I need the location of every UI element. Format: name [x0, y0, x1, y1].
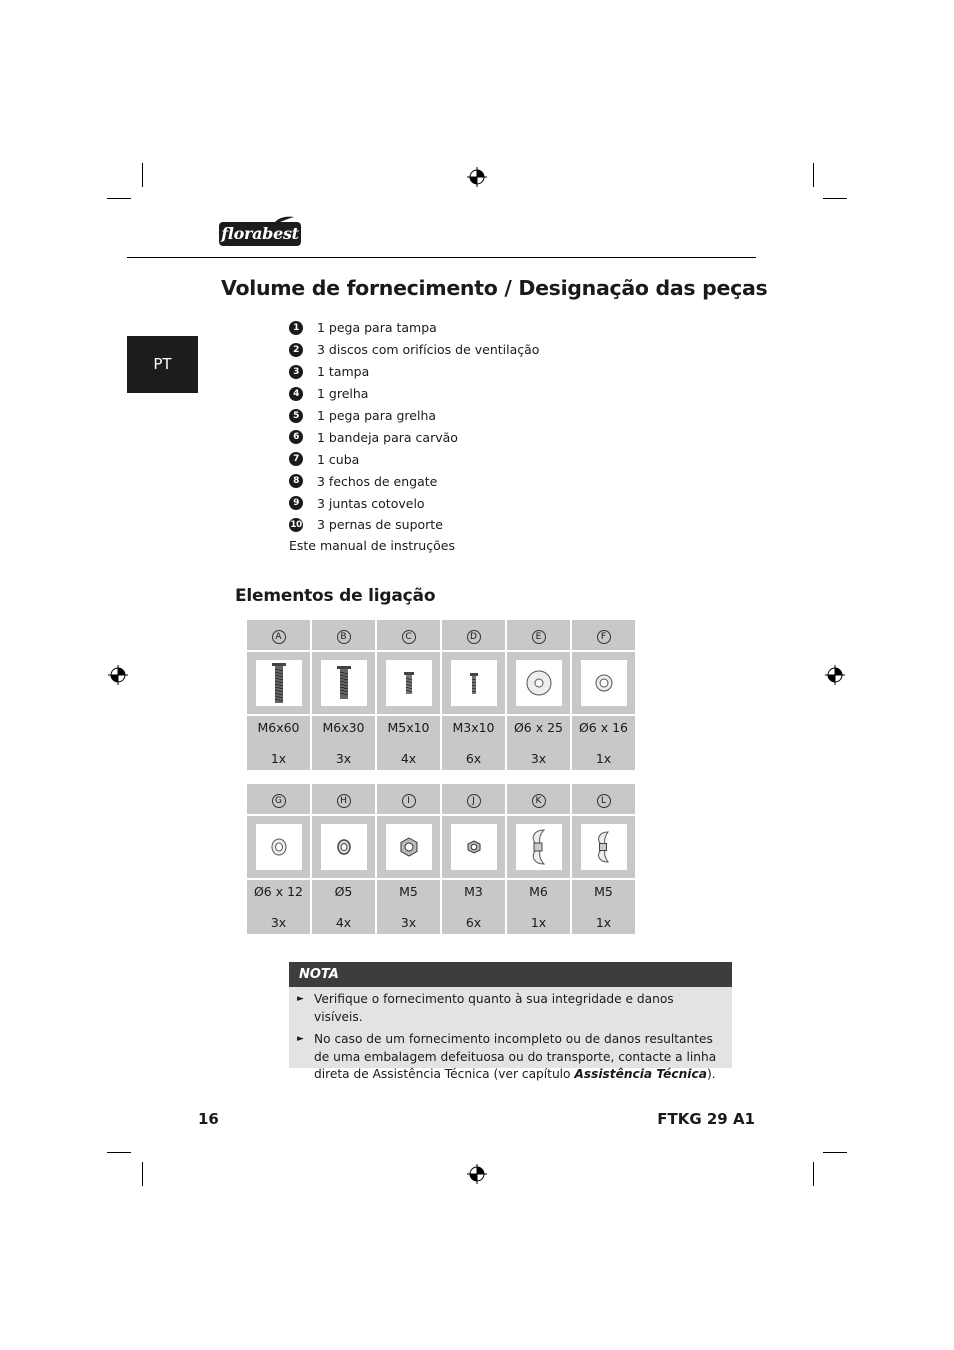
crop-mark — [142, 163, 143, 187]
header-rule — [127, 257, 756, 258]
table-cell — [506, 619, 571, 651]
list-item — [289, 339, 539, 361]
list-item — [289, 405, 539, 427]
table-cell — [246, 783, 311, 815]
list-item — [289, 361, 539, 383]
table-cell — [376, 783, 441, 815]
part-letter: J — [467, 794, 481, 808]
wing-nut-icon — [516, 824, 562, 870]
part-letter: C — [402, 630, 416, 644]
table-cell — [311, 715, 376, 771]
list-item — [289, 383, 539, 405]
registration-mark-icon — [825, 665, 845, 685]
part-size: M5 — [594, 884, 613, 899]
part-size: Ø6 x 16 — [578, 720, 629, 735]
table-cell — [571, 815, 636, 879]
note-heading: NOTA — [289, 962, 732, 987]
part-quantity: 6x — [465, 751, 482, 766]
part-quantity: 6x — [465, 915, 482, 930]
part-size: M5 — [399, 884, 418, 899]
item-number-badge: 7 — [289, 452, 303, 466]
item-text: 1 cuba — [317, 451, 360, 467]
crop-mark — [142, 1162, 143, 1186]
part-size: Ø5 — [334, 884, 353, 899]
logo-text: florabest — [221, 224, 299, 243]
item-number-badge: 5 — [289, 409, 303, 423]
table-cell — [376, 651, 441, 715]
table-cell — [441, 651, 506, 715]
table-cell — [571, 783, 636, 815]
part-quantity: 4x — [400, 751, 417, 766]
table-cell — [506, 651, 571, 715]
item-text: 1 pega para grelha — [317, 408, 437, 423]
note-box — [289, 962, 732, 1081]
small-hex-nut-icon — [451, 824, 497, 870]
screw-icon — [321, 660, 367, 706]
list-item — [297, 1031, 722, 1084]
part-quantity: 3x — [530, 751, 547, 766]
table-cell — [311, 815, 376, 879]
item-number-badge: 4 — [289, 387, 303, 401]
table-cell — [376, 619, 441, 651]
part-quantity: 1x — [530, 915, 547, 930]
part-letter: B — [337, 630, 351, 644]
list-item — [289, 492, 539, 514]
crop-mark — [107, 1152, 131, 1153]
item-number-badge: 9 — [289, 496, 303, 510]
large-washer-icon — [516, 660, 562, 706]
item-text: 3 juntas cotovelo — [317, 495, 425, 511]
note-bold-text: Assistência Técnica — [574, 1067, 707, 1081]
table-cell — [376, 715, 441, 771]
hex-nut-icon — [386, 824, 432, 870]
table-cell — [441, 879, 506, 935]
part-size: Ø6 x 25 — [513, 720, 564, 735]
list-item — [297, 991, 722, 1026]
part-letter: I — [402, 794, 416, 808]
part-quantity: 3x — [270, 915, 287, 930]
registration-mark-icon — [108, 665, 128, 685]
table-cell — [246, 879, 311, 935]
note-list — [289, 987, 732, 1084]
long-screw-icon — [256, 660, 302, 706]
washer-icon — [256, 824, 302, 870]
parts-table — [245, 618, 637, 772]
table-cell — [311, 619, 376, 651]
section-title: Elementos de ligação — [235, 586, 436, 606]
part-letter: F — [597, 630, 611, 644]
crop-mark — [823, 198, 847, 199]
table-cell — [376, 879, 441, 935]
page-title: Volume de fornecimento / Designação das peças — [221, 276, 768, 300]
table-cell — [441, 619, 506, 651]
registration-mark-icon — [467, 1164, 487, 1184]
list-item — [289, 448, 539, 470]
part-quantity: 1x — [270, 751, 287, 766]
part-size: Ø6 x 12 — [253, 884, 304, 899]
crop-mark — [813, 1162, 814, 1186]
table-cell — [311, 783, 376, 815]
part-size: M3x10 — [452, 720, 495, 735]
part-letter: D — [467, 630, 481, 644]
table-cell — [376, 815, 441, 879]
language-tab: PT — [127, 336, 198, 393]
part-letter: G — [272, 794, 286, 808]
model-number: FTKG 29 A1 — [657, 1110, 755, 1128]
part-letter: L — [597, 794, 611, 808]
part-letter: K — [532, 794, 546, 808]
list-item — [289, 470, 539, 492]
crop-mark — [107, 198, 131, 199]
part-quantity: 3x — [335, 751, 352, 766]
wing-nut-icon — [581, 824, 627, 870]
crop-mark — [813, 163, 814, 187]
table-cell — [506, 783, 571, 815]
crop-mark — [823, 1152, 847, 1153]
table-cell — [311, 651, 376, 715]
table-cell — [246, 815, 311, 879]
table-cell — [571, 879, 636, 935]
part-letter: A — [272, 630, 286, 644]
brand-logo — [219, 216, 303, 248]
item-text: 1 grelha — [317, 386, 369, 402]
item-number-badge: 2 — [289, 343, 303, 357]
part-quantity: 1x — [595, 751, 612, 766]
arrow-bullet-icon: ► — [297, 994, 304, 1004]
note-text: No caso de um fornecimento incompleto ou de danos resultantes de uma embalagem defeituosa ou do transporte, contacte a linha direta de Assistência Técnica (ver capítulo — [314, 1032, 717, 1081]
spring-washer-icon — [321, 824, 367, 870]
table-cell — [571, 715, 636, 771]
part-size: M3 — [464, 884, 483, 899]
part-quantity: 3x — [400, 915, 417, 930]
list-item — [289, 426, 539, 448]
small-screw-icon — [451, 660, 497, 706]
table-cell — [311, 879, 376, 935]
table-cell — [506, 815, 571, 879]
part-letter: H — [337, 794, 351, 808]
note-text: Verifique o fornecimento quanto à sua integridade e danos visíveis. — [314, 992, 674, 1024]
list-item — [289, 514, 539, 536]
note-text: ). — [706, 1067, 716, 1081]
table-cell — [246, 715, 311, 771]
item-text: 1 pega para tampa — [317, 320, 437, 336]
table-cell — [246, 619, 311, 651]
page-number: 16 — [198, 1110, 219, 1128]
table-cell — [571, 619, 636, 651]
manual-line: Este manual de instruções — [289, 538, 455, 553]
table-cell — [506, 715, 571, 771]
parts-list — [289, 317, 539, 536]
table-cell — [506, 879, 571, 935]
item-number-badge: 1 — [289, 321, 303, 335]
part-size: M6 — [529, 884, 548, 899]
table-cell — [571, 651, 636, 715]
list-item — [289, 317, 539, 339]
item-number-badge: 3 — [289, 365, 303, 379]
item-text: 3 fechos de engate — [317, 473, 438, 489]
registration-mark-icon — [467, 167, 487, 187]
item-text: 3 pernas de suporte — [317, 517, 443, 533]
item-number-badge: 8 — [289, 474, 303, 488]
part-quantity: 4x — [335, 915, 352, 930]
parts-table — [245, 782, 637, 936]
item-text: 1 bandeja para carvão — [317, 429, 458, 445]
table-cell — [441, 783, 506, 815]
item-number-badge: 6 — [289, 430, 303, 444]
item-text: 1 tampa — [317, 364, 370, 380]
washer-icon — [581, 660, 627, 706]
table-cell — [246, 651, 311, 715]
part-quantity: 1x — [595, 915, 612, 930]
item-number-badge: 10 — [290, 519, 302, 530]
short-screw-icon — [386, 660, 432, 706]
table-cell — [441, 815, 506, 879]
table-cell — [441, 715, 506, 771]
part-size: M6x30 — [322, 720, 365, 735]
item-text: 3 discos com orifícios de ventilação — [317, 342, 540, 358]
part-size: M6x60 — [257, 720, 300, 735]
arrow-bullet-icon: ► — [297, 1034, 304, 1044]
part-letter: E — [532, 630, 546, 644]
part-size: M5x10 — [387, 720, 430, 735]
